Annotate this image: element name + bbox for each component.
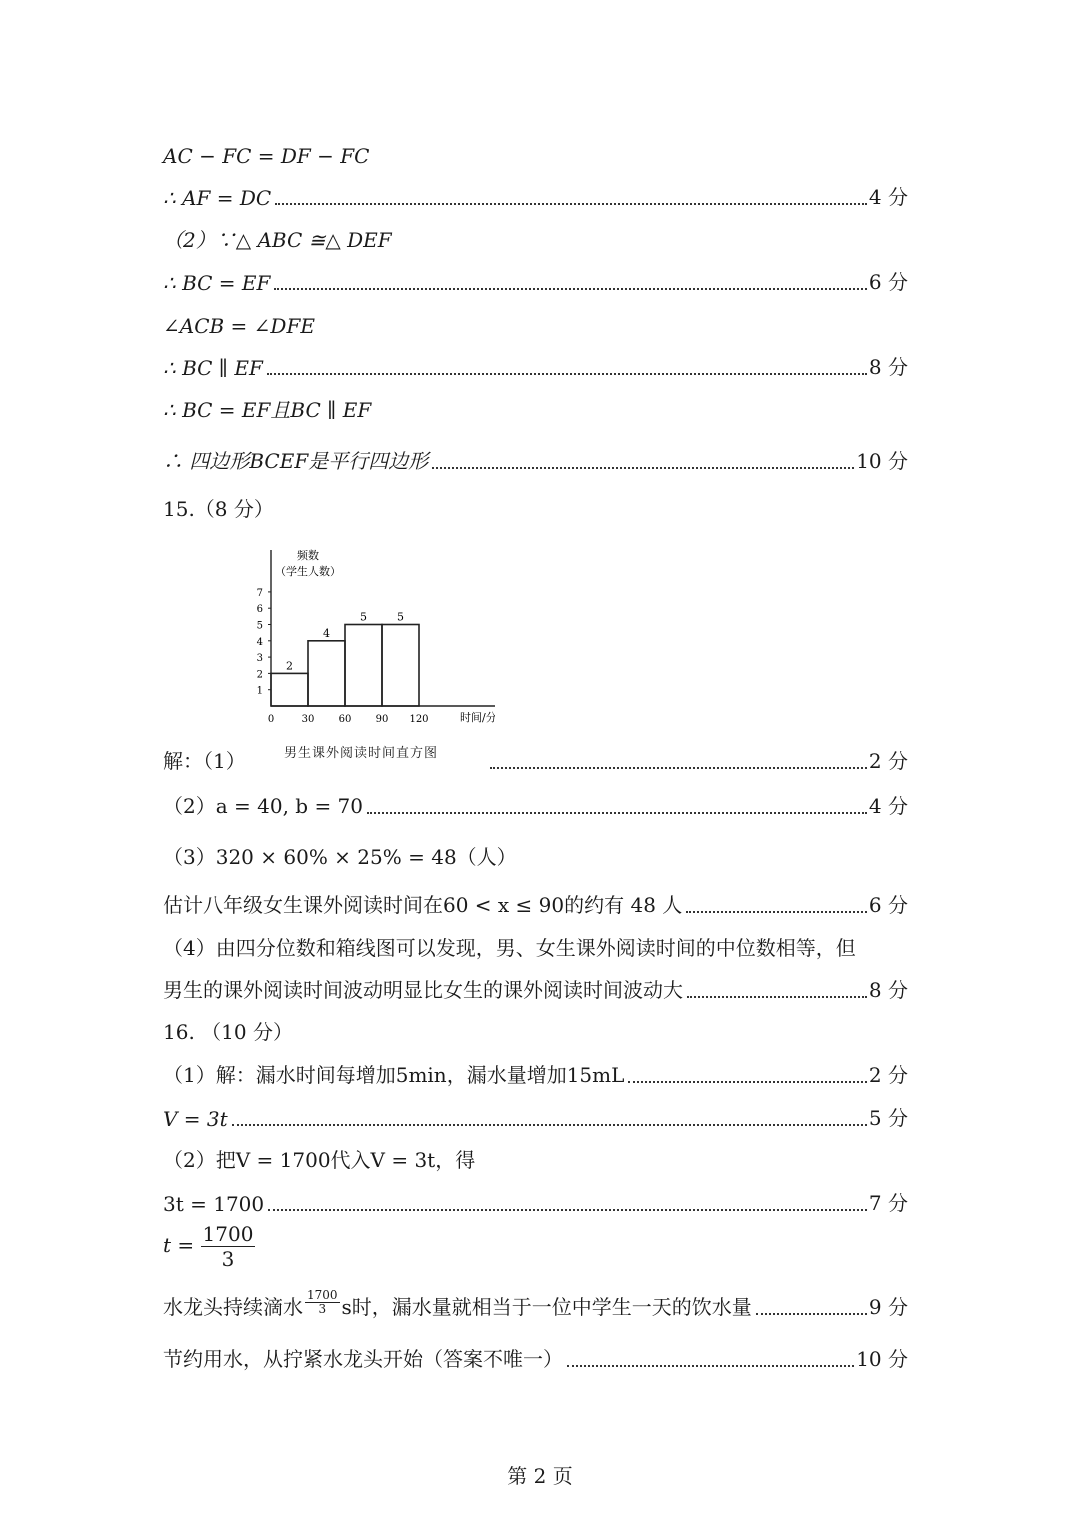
answer-15-2 xyxy=(163,787,908,819)
answer-text: 3t = 1700 xyxy=(163,1192,265,1216)
leader-dots xyxy=(274,284,867,290)
y-tick-label: 5 xyxy=(256,620,263,632)
answer-text: 水龙头持续滴水 xyxy=(163,1295,303,1319)
bar-data-label: 5 xyxy=(397,610,404,624)
answer-16-7 xyxy=(163,1340,908,1372)
leader-dots xyxy=(275,199,867,205)
score-label: 9 分 xyxy=(868,1295,908,1319)
question-number: 15.（8 分） xyxy=(163,497,274,521)
proof-text: ∴ 四边形BCEF是平行四边形 xyxy=(163,449,429,473)
score-label: 10 分 xyxy=(856,1347,908,1371)
answer-text: （3）320 × 60% × 25% = 48（人） xyxy=(163,845,517,869)
fraction xyxy=(201,1222,256,1271)
answer-text: （1）解：漏水时间每增加5min，漏水量增加15mL xyxy=(163,1063,625,1087)
bar-data-label: 2 xyxy=(286,659,293,673)
proof-line-6 xyxy=(163,348,908,380)
chart-ylabel-line2: （学生人数） xyxy=(275,565,341,578)
fraction-denominator: 3 xyxy=(318,1302,327,1316)
answer-16-5 xyxy=(163,1222,255,1271)
x-tick-label: 90 xyxy=(375,714,389,725)
chart-title: 男生课外阅读时间直方图 xyxy=(284,746,439,761)
answer-15-3b xyxy=(163,886,908,918)
answer-text: V = 3t xyxy=(163,1107,228,1131)
leader-dots xyxy=(432,463,854,469)
answer-16-6 xyxy=(163,1288,908,1320)
proof-text: ∴ AF = DC xyxy=(163,186,272,210)
score-label: 4 分 xyxy=(868,794,908,818)
answer-text: 解：（1） xyxy=(163,749,246,773)
proof-line-7 xyxy=(163,391,908,423)
chart-ticks xyxy=(257,588,429,725)
histogram-chart xyxy=(245,540,495,735)
proof-line-3 xyxy=(163,221,908,253)
page-number: 第 2 页 xyxy=(507,1464,573,1488)
y-tick-label: 7 xyxy=(256,587,263,599)
answer-16-3 xyxy=(163,1141,908,1173)
score-label: 8 分 xyxy=(868,355,908,379)
answer-text: （2）把V = 1700代入V = 3t，得 xyxy=(163,1148,476,1172)
y-tick-label: 6 xyxy=(256,604,263,616)
score-label: 10 分 xyxy=(856,449,908,473)
score-label: 6 分 xyxy=(868,893,908,917)
fraction-denominator: 3 xyxy=(221,1247,235,1271)
leader-dots xyxy=(628,1077,867,1083)
score-label: 6 分 xyxy=(868,270,908,294)
bar-data-label: 5 xyxy=(360,610,367,624)
answer-16-4 xyxy=(163,1184,908,1216)
score-label: 8 分 xyxy=(868,978,908,1002)
leader-dots xyxy=(567,1361,854,1367)
fraction-lhs: t = xyxy=(163,1233,195,1257)
answer-text: 节约用水，从拧紧水龙头开始（答案不唯一） xyxy=(163,1347,563,1371)
score-label: 2 分 xyxy=(868,1063,908,1087)
answer-text: s时，漏水量就相当于一位中学生一天的饮水量 xyxy=(341,1295,752,1319)
answer-15-4b xyxy=(163,971,908,1003)
score-label: 4 分 xyxy=(868,185,908,209)
leader-dots xyxy=(687,992,867,998)
proof-line-2 xyxy=(163,178,908,210)
proof-text: AC − FC = DF − FC xyxy=(163,144,370,168)
proof-line-4 xyxy=(163,263,908,295)
answer-text: 估计八年级女生课外阅读时间在60 < x ≤ 90的约有 48 人 xyxy=(163,893,683,917)
proof-line-5 xyxy=(163,306,908,338)
question-15-heading xyxy=(163,490,908,522)
answer-16-2 xyxy=(163,1099,908,1131)
chart-ylabel-line1: 频数 xyxy=(297,549,319,562)
proof-text: ∴ BC = EF且BC ∥ EF xyxy=(163,398,372,422)
chart-bars xyxy=(271,611,419,707)
answer-15-4a xyxy=(163,929,908,961)
histogram-bar xyxy=(308,641,345,706)
leader-dots xyxy=(367,808,867,814)
leader-dots xyxy=(267,369,867,375)
answer-text: 男生的课外阅读时间波动明显比女生的课外阅读时间波动大 xyxy=(163,978,683,1002)
x-tick-label: 120 xyxy=(409,714,429,725)
leader-dots xyxy=(232,1120,867,1126)
x-tick-label: 60 xyxy=(338,714,352,725)
fraction xyxy=(305,1289,340,1316)
histogram-bar xyxy=(345,625,382,707)
answer-15-3 xyxy=(163,838,908,870)
x-tick-label: 0 xyxy=(267,714,275,725)
answer-15-1 xyxy=(163,742,908,774)
proof-text: ∴ BC = EF xyxy=(163,271,271,295)
histogram-svg xyxy=(245,540,495,735)
proof-text: ∠ACB = ∠DFE xyxy=(163,314,315,338)
answer-text: （4）由四分位数和箱线图可以发现，男、女生课外阅读时间的中位数相等，但 xyxy=(163,936,856,960)
answer-16-1 xyxy=(163,1056,908,1088)
y-tick-label: 2 xyxy=(256,669,263,681)
leader-dots xyxy=(268,1205,867,1211)
fraction-numerator: 1700 xyxy=(307,1288,338,1302)
question-number: 16. （10 分） xyxy=(163,1020,293,1044)
y-tick-label: 4 xyxy=(256,636,263,648)
proof-text: ∴ BC ∥ EF xyxy=(163,356,263,380)
leader-dots xyxy=(686,907,867,913)
y-tick-label: 1 xyxy=(256,685,263,697)
histogram-bar xyxy=(382,625,419,707)
question-16-heading xyxy=(163,1013,908,1045)
proof-text: （2）∵△ ABC ≅△ DEF xyxy=(163,228,392,252)
score-label: 7 分 xyxy=(868,1191,908,1215)
proof-line-8 xyxy=(163,442,908,474)
score-label: 2 分 xyxy=(868,749,908,773)
score-label: 5 分 xyxy=(868,1106,908,1130)
y-tick-label: 3 xyxy=(256,653,263,665)
bar-data-label: 4 xyxy=(323,626,330,640)
answer-text: （2）a = 40, b = 70 xyxy=(163,794,364,818)
histogram-bar xyxy=(271,673,308,706)
leader-dots xyxy=(490,763,867,769)
leader-dots xyxy=(756,1309,867,1315)
fraction-numerator: 1700 xyxy=(202,1222,254,1246)
proof-line-1 xyxy=(163,136,908,168)
x-tick-label: 30 xyxy=(301,714,315,725)
chart-xlabel: 时间/分 xyxy=(460,711,495,724)
